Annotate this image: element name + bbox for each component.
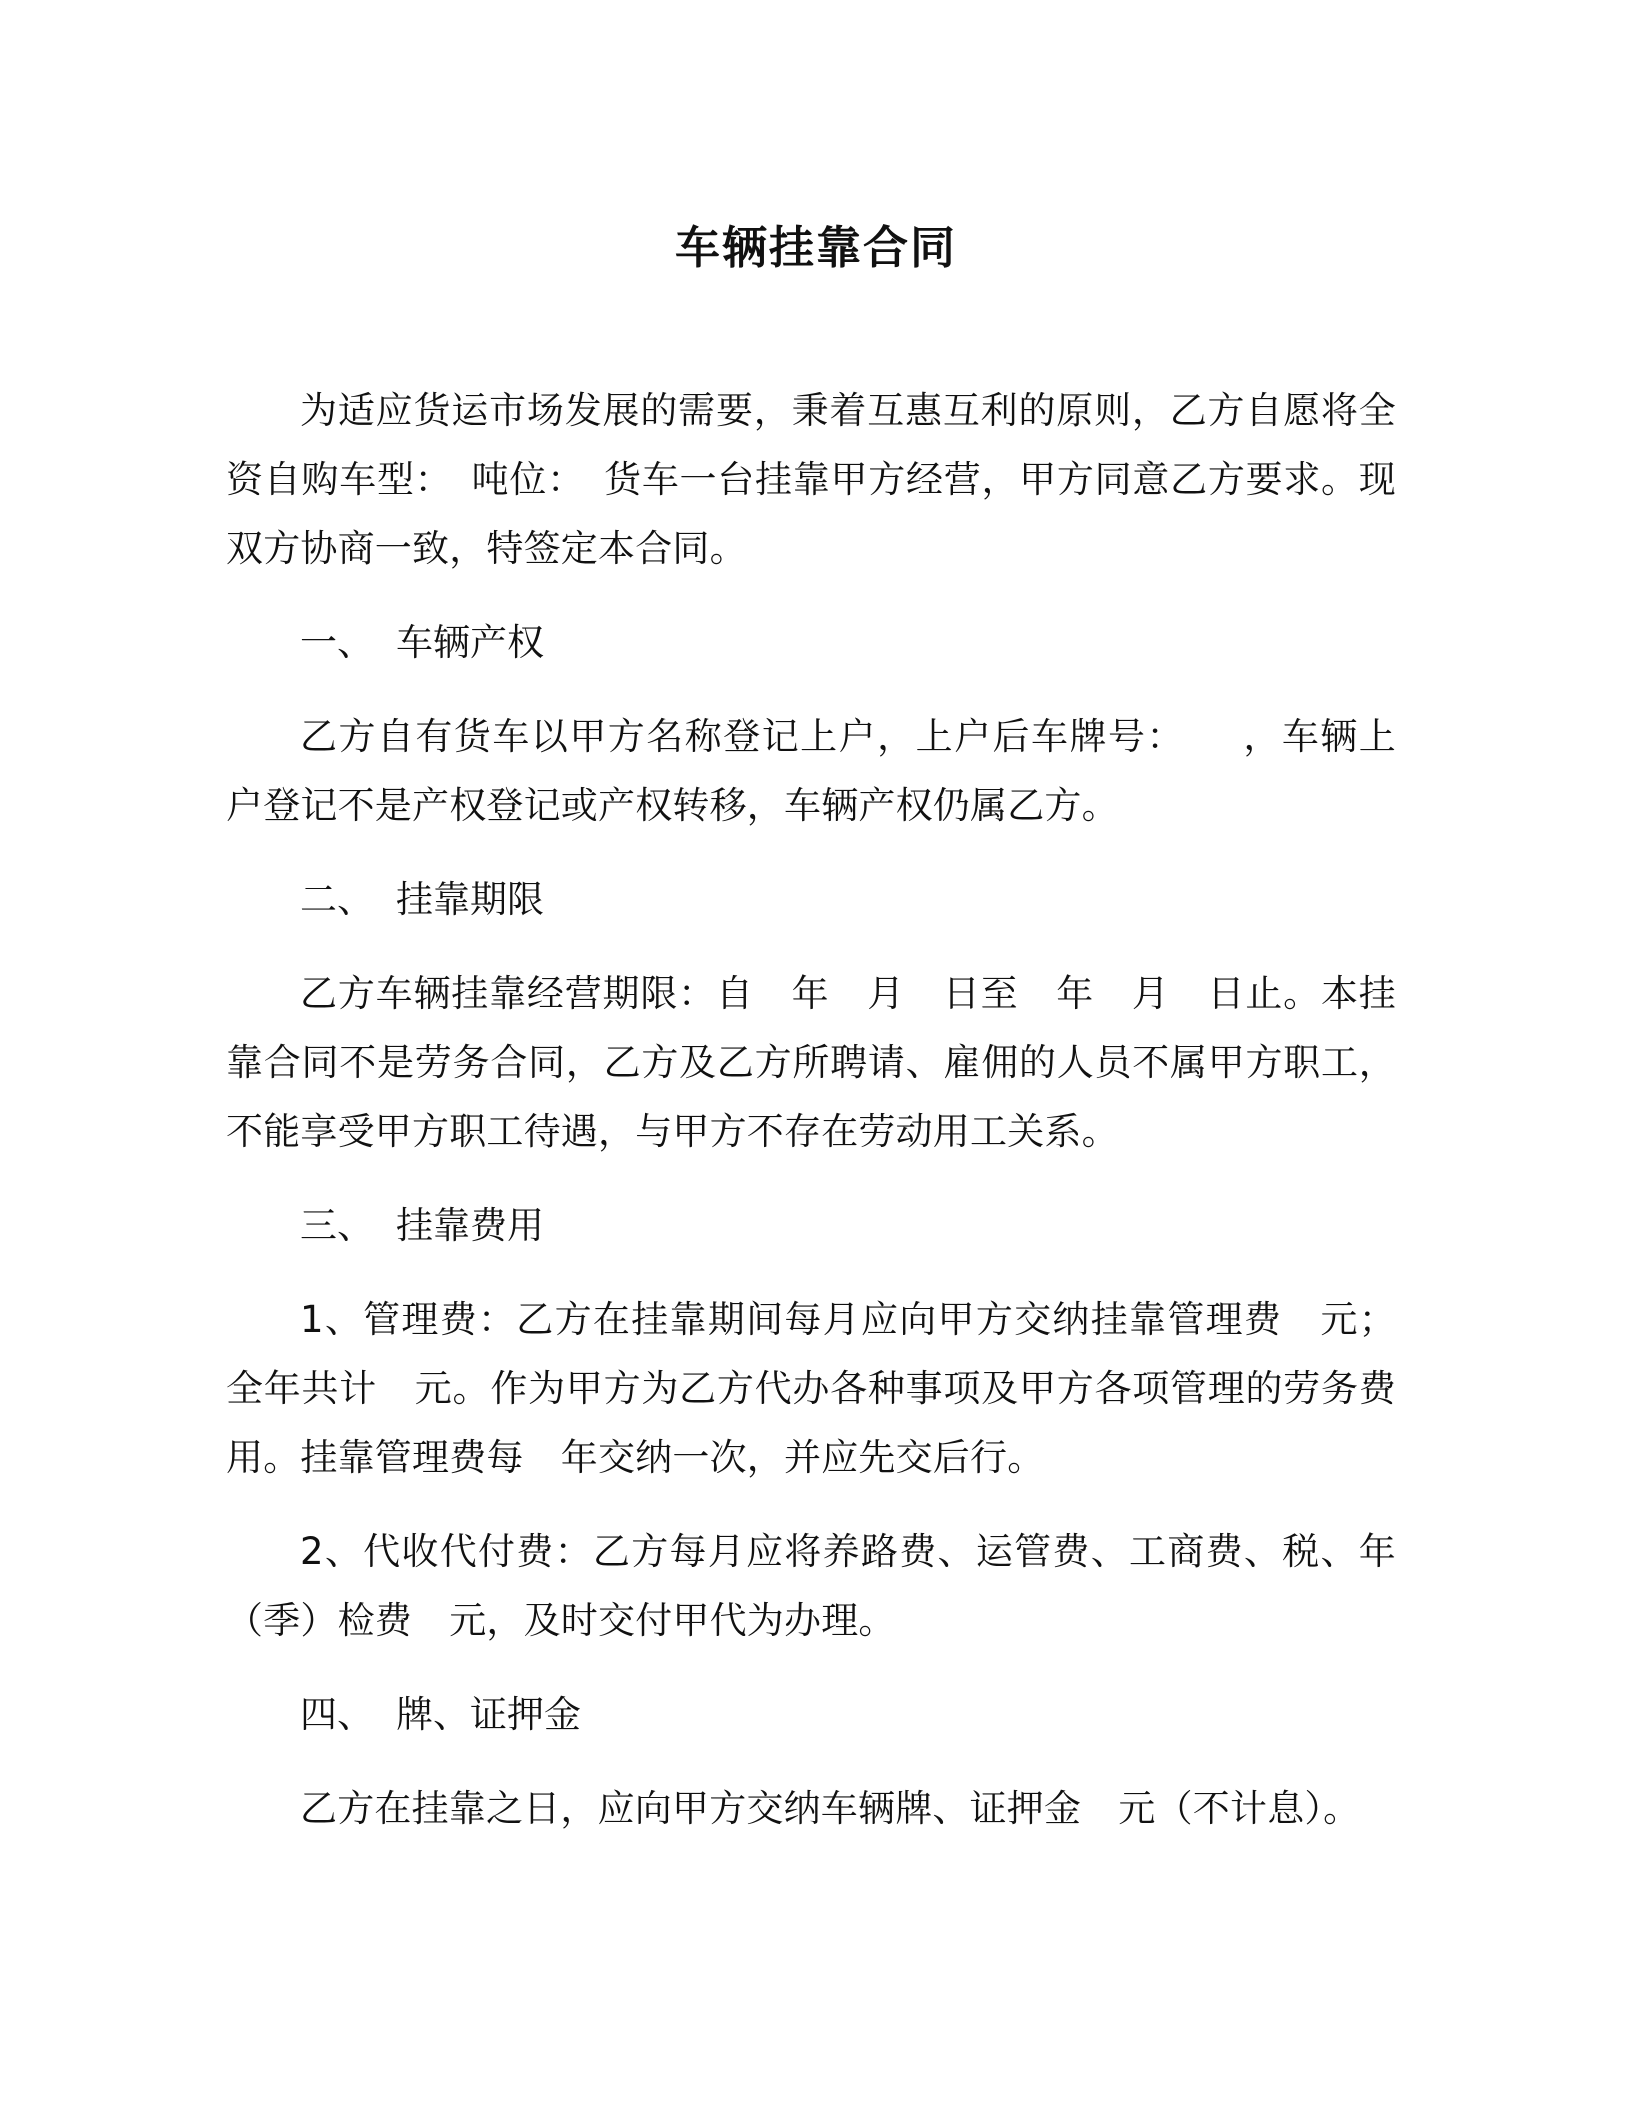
section-1-number: 一、 <box>300 621 374 664</box>
section-2-paragraph: 乙方车辆挂靠经营期限：自 年 月 日至 年 月 日止。本挂靠合同不是劳务合同，乙方及乙方所聘请、雇佣的人员不属甲方职工，不能享受甲方职工待遇，与甲方不存在劳动用工关系。 <box>226 972 1396 1153</box>
section-4-number: 四、 <box>300 1693 374 1736</box>
section-3-item-1: 1、管理费：乙方在挂靠期间每月应向甲方交纳挂靠管理费 元；全年共计 元。作为甲方为乙方代办各种事项及甲方各项管理的劳务费用。挂靠管理费每 年交纳一次，并应先交后行。 <box>226 1298 1396 1479</box>
section-1-paragraph: 乙方自有货车以甲方名称登记上户，上户后车牌号： ，车辆上户登记不是产权登记或产权转移，车辆产权仍属乙方。 <box>226 715 1396 827</box>
document-title: 车辆挂靠合同 <box>674 221 957 274</box>
section-3-number: 三、 <box>300 1204 374 1247</box>
section-2-heading <box>226 865 1396 934</box>
intro-paragraph: 为适应货运市场发展的需要，秉着互惠互利的原则，乙方自愿将全资自购车型： 吨位： 货车一台挂靠甲方经营，甲方同意乙方要求。现双方协商一致，特签定本合同。 <box>226 389 1396 570</box>
document-body <box>226 376 1396 1868</box>
section-4-paragraph: 乙方在挂靠之日，应向甲方交纳车辆牌、证押金 元（不计息）。 <box>300 1787 1361 1830</box>
section-1-heading <box>226 608 1396 677</box>
section-4-title: 牌、证押金 <box>396 1693 581 1736</box>
section-3-heading <box>226 1191 1396 1260</box>
section-4-heading <box>226 1680 1396 1749</box>
section-2-title: 挂靠期限 <box>396 878 544 921</box>
section-1-title: 车辆产权 <box>396 621 544 664</box>
section-3-item-2: 2、代收代付费：乙方每月应将养路费、运管费、工商费、税、年（季）检费 元，及时交付甲代为办理。 <box>226 1530 1396 1642</box>
section-3-title: 挂靠费用 <box>396 1204 544 1247</box>
section-2-number: 二、 <box>300 878 374 921</box>
